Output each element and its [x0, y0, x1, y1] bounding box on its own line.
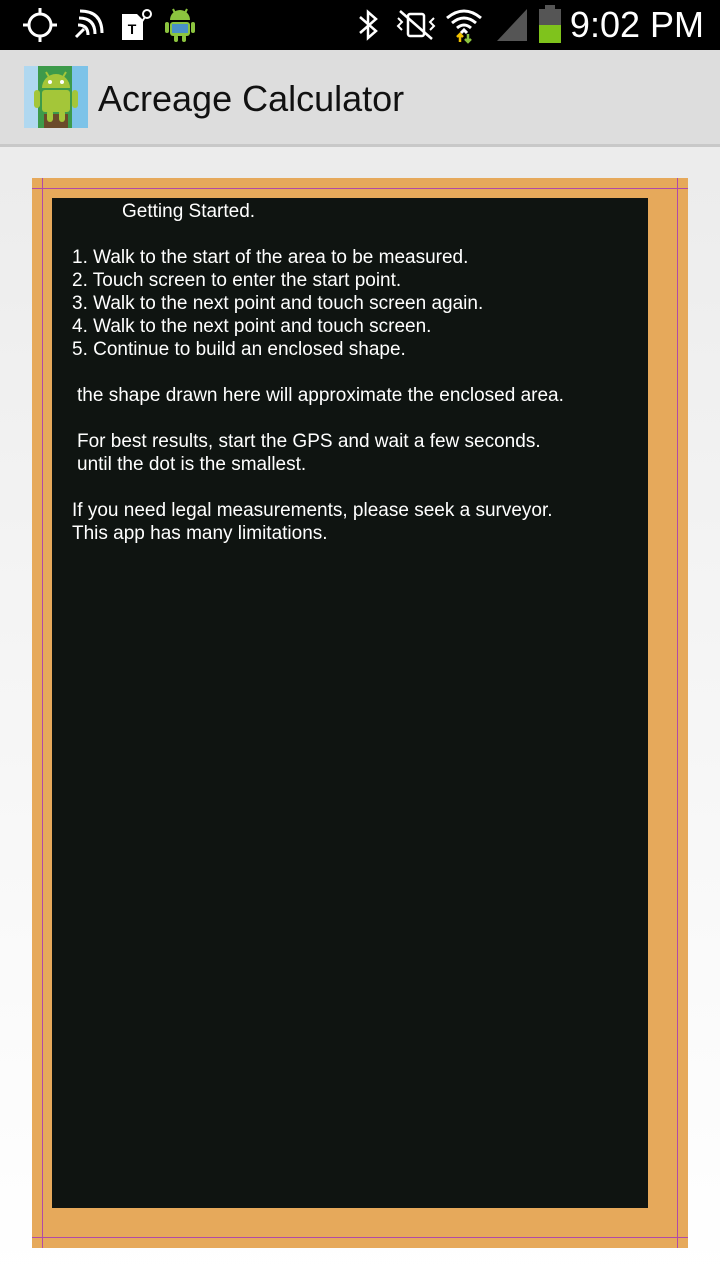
measurement-board	[32, 178, 688, 1248]
android-app-icon[interactable]	[24, 66, 88, 128]
app-title: Acreage Calculator	[98, 78, 405, 119]
battery-icon	[534, 6, 566, 44]
instruction-step: 3. Walk to the next point and touch screen again.	[72, 293, 484, 314]
instruction-step: 5. Continue to build an enclosed shape.	[72, 339, 406, 360]
gps-icon	[20, 6, 60, 44]
disclaimer: If you need legal measurements, please seek a surveyor.	[72, 500, 553, 521]
wifi-icon	[444, 6, 484, 44]
guide-line-left	[42, 178, 43, 1248]
drawing-canvas[interactable]	[52, 198, 648, 1208]
status-bar	[0, 0, 720, 50]
guide-line-top	[32, 188, 688, 189]
guide-line-bottom	[32, 1237, 688, 1238]
disclaimer: This app has many limitations.	[72, 523, 328, 544]
t-mobile-sim-icon	[116, 6, 156, 44]
nfc-icon	[68, 6, 108, 44]
instruction-step: 4. Walk to the next point and touch screen.	[72, 316, 432, 337]
instruction-step: 1. Walk to the start of the area to be measured.	[72, 247, 469, 268]
gps-tip: until the dot is the smallest.	[77, 454, 307, 475]
svg-text:T: T	[127, 21, 137, 37]
action-bar	[0, 50, 720, 147]
shape-note: the shape drawn here will approximate the enclosed area.	[77, 385, 564, 406]
clock: 9:02 PM	[569, 4, 704, 45]
android-notification-icon	[160, 6, 200, 44]
guide-line-right	[677, 178, 678, 1248]
bluetooth-icon	[352, 6, 384, 44]
gps-tip: For best results, start the GPS and wait a few seconds.	[77, 431, 541, 452]
instructions-heading: Getting Started.	[122, 201, 256, 222]
cell-signal-icon	[494, 6, 530, 44]
instruction-step: 2. Touch screen to enter the start point.	[72, 270, 402, 291]
vibrate-mute-icon	[394, 6, 438, 44]
